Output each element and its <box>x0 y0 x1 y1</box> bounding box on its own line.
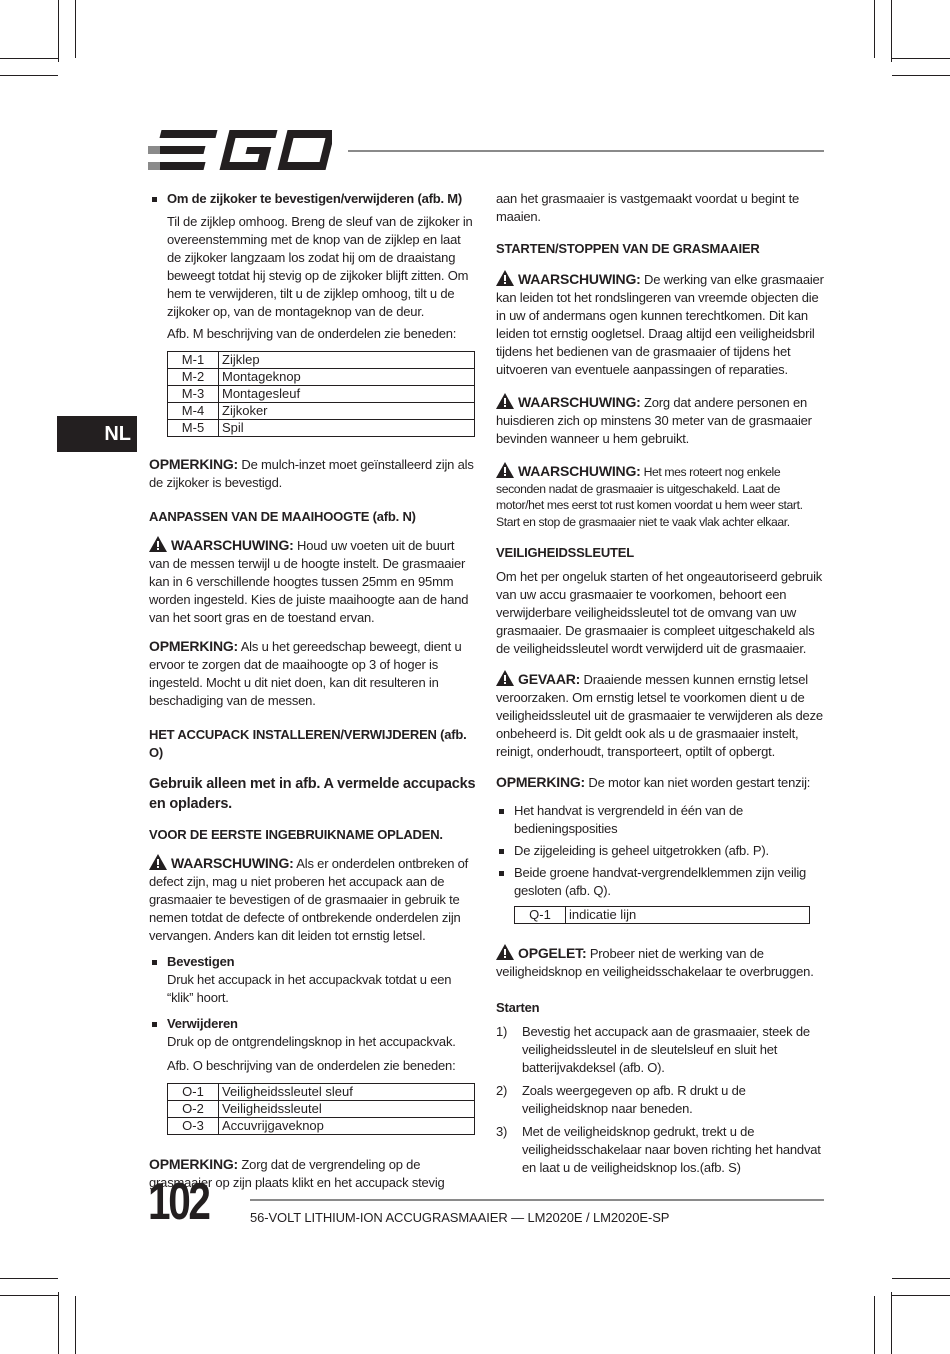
note-text: De mulch-inzet moet geïnstalleerd zijn als de zijkoker is bevestigd. <box>149 457 474 490</box>
part-code: M-4 <box>168 403 219 420</box>
warning-triangle-icon <box>149 854 167 870</box>
table-row <box>515 907 810 924</box>
crop-mark <box>892 75 950 76</box>
right-column <box>496 190 824 1177</box>
part-code: M-3 <box>168 386 219 403</box>
crop-mark <box>58 0 59 62</box>
part-code: M-1 <box>168 352 219 369</box>
warning-triangle-icon <box>496 670 514 686</box>
crop-mark <box>58 1292 59 1354</box>
section-heading: HET ACCUPACK INSTALLEREN/VERWIJDEREN (afb. O) <box>149 727 467 760</box>
bullet-square-icon <box>152 1022 157 1027</box>
table-row <box>168 386 475 403</box>
table-caption: Afb. O beschrijving van de onderdelen zie beneden: <box>167 1058 456 1073</box>
crop-mark <box>874 0 875 58</box>
list-number: 3) <box>496 1124 508 1139</box>
note-text: Zorg dat de vergrendeling op de grasmaaier op zijn plaats klikt en het accupack stevig <box>149 1157 445 1190</box>
bullet-title: Verwijderen <box>167 1016 238 1031</box>
list-number: 1) <box>496 1024 508 1039</box>
bullet-item <box>496 842 824 860</box>
part-code: O-3 <box>168 1118 219 1135</box>
parts-table-m <box>167 351 475 437</box>
list-text: Bevestig het accupack aan de grasmaaier, steek de veiligheidssleutel in de sleutelsleuf en sluit het batterijvakdeksel (afb. O). <box>522 1024 810 1075</box>
danger <box>496 670 824 761</box>
danger-text: Draaiende messen kunnen ernstig letsel veroorzaken. Om ernstig letsel te voorkomen dient u de veiligheidssleutel uit de grasmaaier te verwijderen als deze onbeheerd is. Dit geldt ook als u de grasmaaier instelt, reinigt, onderhoudt, transporteert, optilt of opbergt. <box>496 672 823 759</box>
warning-text: Het mes roteert nog enkele seconden nadat de grasmaaier is uitgeschakeld. Laat de motor/het mes eerst tot rust komen voordat u hem weer start. Start en stop de grasmaaier niet te vaak vlak achter elkaar. <box>496 465 803 529</box>
bullet-item <box>496 864 824 900</box>
crop-mark <box>892 1295 950 1296</box>
bullet-item <box>496 802 824 838</box>
paragraph: Druk op de ontgrendelingsknop in het accupackvak. <box>167 1034 456 1049</box>
section-heading: VOOR DE EERSTE INGEBRUIKNAME OPLADEN. <box>149 827 443 842</box>
parts-table-o <box>167 1083 475 1135</box>
table-row <box>168 1084 475 1101</box>
warning-triangle-icon <box>149 536 167 552</box>
section-heading: STARTEN/STOPPEN VAN DE GRASMAAIER <box>496 241 760 256</box>
crop-mark <box>874 1296 875 1354</box>
note-label: OPMERKING: <box>149 638 239 654</box>
parts-table-q <box>514 906 810 924</box>
warning-text: Houd uw voeten uit de buurt van de messen terwijl u de hoogte instelt. De grasmaaier kan in 6 verschillende hoogtes tussen 25mm en 95mm worden ingesteld. Kies de juiste maaihoogte aan de hand van het soort gras en de toestand ervan. <box>149 538 469 625</box>
warning-triangle-icon <box>496 393 514 409</box>
crop-mark <box>891 0 892 62</box>
part-code: M-2 <box>168 369 219 386</box>
crop-mark <box>892 58 950 59</box>
bullet-item <box>149 953 477 971</box>
section-heading: VEILIGHEIDSSLEUTEL <box>496 545 634 560</box>
warning-text: Zorg dat andere personen en huisdieren zich op minstens 30 meter van de grasmaaier bevinden wanneer u hem gebruikt. <box>496 395 812 446</box>
crop-mark <box>0 1295 58 1296</box>
section-heading: Starten <box>496 1000 540 1015</box>
bullet-item <box>149 1015 477 1033</box>
crop-mark <box>75 0 76 58</box>
bullet-title: Bevestigen <box>167 954 235 969</box>
footer-text: 56-VOLT LITHIUM-ION ACCUGRASMAAIER — LM2020E / LM2020E-SP <box>250 1210 670 1225</box>
bullet-square-icon <box>152 197 157 202</box>
part-name: Zijkoker <box>219 403 475 420</box>
paragraph: Til de zijklep omhoog. Breng de sleuf van de zijkoker in overeenstemming met de knop van de zijklep en laat de zijkoker langzaam los zodat hij om de draaistang beweegt totdat hij stevig op de zijkoker blijft zitten. Om hem te verwijderen, tilt u de zijklep omhoog, tilt u de zijkoker op, van de montageknop van de deur. <box>167 214 473 319</box>
bullet-square-icon <box>152 960 157 965</box>
bullet-square-icon <box>499 871 504 876</box>
bullet-item <box>149 190 477 208</box>
paragraph: Druk het accupack in het accupackvak totdat u een “klik” hoort. <box>167 972 452 1005</box>
note <box>149 455 477 492</box>
caution <box>496 944 824 981</box>
list-item <box>496 1082 824 1118</box>
paragraph: Om het per ongeluk starten of het ongeautoriseerd gebruik van uw accu grasmaaier te voorkomen, behoort een verwijderbare veiligheidssleutel tot de omvang van uw grasmaaier. De grasmaaier is compleet uitgeschakeld als de veiligheidssleutel wordt verwijderd uit de grasmaaier. <box>496 569 823 656</box>
bullet-text: De zijgeleiding is geheel uitgetrokken (afb. P). <box>514 843 769 858</box>
note-text: De motor kan niet worden gestart tenzij: <box>585 775 811 790</box>
bullet-square-icon <box>499 809 504 814</box>
table-row <box>168 403 475 420</box>
header-rule <box>348 150 824 152</box>
part-name: Accuvrijgaveknop <box>219 1118 475 1135</box>
language-tab: NL <box>57 416 137 452</box>
list-number: 2) <box>496 1083 508 1098</box>
paragraph: aan het grasmaaier is vastgemaakt voordat u begint te maaien. <box>496 191 800 224</box>
warning <box>149 854 477 945</box>
table-row <box>168 1118 475 1135</box>
part-name: Spil <box>219 420 475 437</box>
caution-text: Probeer niet de werking van de veiligheidsknop en veiligheidsschakelaar te overbruggen. <box>496 946 814 979</box>
caution-label: OPGELET: <box>518 945 587 961</box>
bullet-title: Om de zijkoker te bevestigen/verwijderen (afb. M) <box>167 191 463 206</box>
part-code: O-1 <box>168 1084 219 1101</box>
warning <box>496 462 824 530</box>
table-row <box>168 420 475 437</box>
part-code: O-2 <box>168 1101 219 1118</box>
note <box>496 773 824 792</box>
part-name: Montageknop <box>219 369 475 386</box>
note-label: OPMERKING: <box>496 774 586 790</box>
crop-mark <box>0 75 58 76</box>
part-code: M-5 <box>168 420 219 437</box>
page-number: 102 <box>148 1173 209 1231</box>
danger-label: GEVAAR: <box>518 671 581 687</box>
part-name: Veiligheidssleutel <box>219 1101 475 1118</box>
note-label: OPMERKING: <box>149 1156 239 1172</box>
warning-label: WAARSCHUWING: <box>171 537 294 553</box>
table-row <box>168 1101 475 1118</box>
list-text: Met de veiligheidsknop gedrukt, trekt u de veiligheidsschakelaar naar boven richting het handvat en laat u de veiligheidsknop los.(afb. S) <box>522 1124 821 1175</box>
ego-logo <box>148 128 332 174</box>
part-name: Zijklep <box>219 352 475 369</box>
warning-label: WAARSCHUWING: <box>518 394 641 410</box>
warning <box>149 536 477 627</box>
footer-rule <box>250 1199 824 1201</box>
bullet-text: Het handvat is vergrendeld in één van de bedieningsposities <box>514 803 744 836</box>
warning <box>496 393 824 448</box>
crop-mark <box>0 1278 58 1279</box>
table-row <box>168 352 475 369</box>
list-text: Zoals weergegeven op afb. R drukt u de veiligheidsknop naar beneden. <box>522 1083 746 1116</box>
left-column <box>149 190 477 1192</box>
crop-mark <box>891 1292 892 1354</box>
table-caption: Afb. M beschrijving van de onderdelen zie beneden: <box>167 326 457 341</box>
section-heading: AANPASSEN VAN DE MAAIHOOGTE (afb. N) <box>149 509 416 524</box>
table-row <box>168 369 475 386</box>
note-text: Als u het gereedschap beweegt, dient u ervoor te zorgen dat de maaihoogte op 3 of hoger is ingesteld. Mocht u dit niet doen, kan dit resulteren in beschadiging van de messen. <box>149 639 462 708</box>
crop-mark <box>0 58 58 59</box>
warning-label: WAARSCHUWING: <box>171 855 294 871</box>
warning-label: WAARSCHUWING: <box>518 271 641 287</box>
bullet-square-icon <box>499 849 504 854</box>
warning-triangle-icon <box>496 462 514 478</box>
warning-text: De werking van elke grasmaaier kan leiden tot het rondslingeren van vreemde objecten die in uw of andermans ogen kunnen terechtkomen. Dit kan leiden tot ernstig oogletsel. Draag altijd een veiligheidsbril tijdens het bedienen van de grasmaaier of tijdens het uitvoeren van eventuele aanpassingen of reparaties. <box>496 272 824 377</box>
list-item <box>496 1023 824 1077</box>
warning-triangle-icon <box>496 944 514 960</box>
part-name: Veiligheidssleutel sleuf <box>219 1084 475 1101</box>
warning-triangle-icon <box>496 270 514 286</box>
part-code: Q-1 <box>515 907 566 924</box>
warning-text: Als er onderdelen ontbreken of defect zijn, mag u niet proberen het accupack aan de grasmaaier te bevestigen of de grasmaaier in gebruik te nemen totdat de defecte of ontbrekende onderdelen zijn vervangen. Anders kan dit leiden tot ernstig letsel. <box>149 856 469 943</box>
warning <box>496 270 824 379</box>
crop-mark <box>892 1278 950 1279</box>
note <box>149 637 477 710</box>
crop-mark <box>75 1296 76 1354</box>
bullet-text: Beide groene handvat-vergrendelklemmen zijn veilig gesloten (afb. Q). <box>514 865 807 898</box>
part-name: Montagesleuf <box>219 386 475 403</box>
warning-label: WAARSCHUWING: <box>518 463 641 479</box>
part-name: indicatie lijn <box>566 907 810 924</box>
list-item <box>496 1123 824 1177</box>
note-label: OPMERKING: <box>149 456 239 472</box>
subheading: Gebruik alleen met in afb. A vermelde accupacks en opladers. <box>149 776 476 812</box>
